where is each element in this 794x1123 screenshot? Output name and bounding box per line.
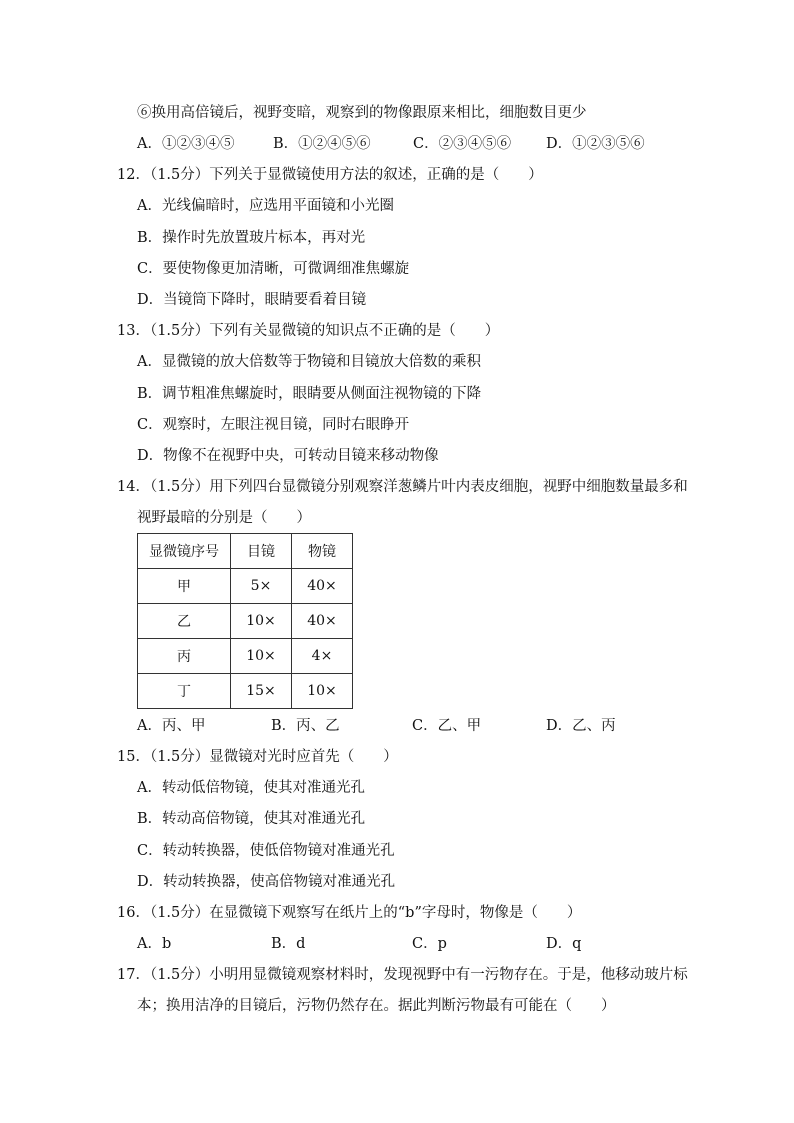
q17-stem-line1: 17．（1.5分）小明用显微镜观察材料时，发现视野中有一污物存在。于是，他移动玻片标 — [117, 967, 688, 983]
table-cell: 40× — [292, 604, 353, 639]
table-row — [138, 639, 353, 674]
q12-option-a: A．光线偏暗时，应选用平面镜和小光圈 — [137, 198, 394, 214]
q15-stem: 15．（1.5分）显微镜对光时应首先（ ） — [117, 749, 398, 765]
q14-option-a: A．丙、甲 — [137, 718, 206, 734]
q16-option-d: D．q — [546, 936, 582, 952]
table-row — [138, 604, 353, 639]
q13-stem: 13．（1.5分）下列有关显微镜的知识点不正确的是（ ） — [117, 323, 500, 339]
q12-option-c: C．要使物像更加清晰，可微调细准焦螺旋 — [137, 261, 410, 277]
q13-option-b: B．调节粗准焦螺旋时，眼睛要从侧面注视物镜的下降 — [137, 386, 482, 402]
q14-options — [137, 716, 737, 736]
table-cell: 15× — [231, 674, 292, 709]
table-row — [138, 674, 353, 709]
table-header-row — [138, 534, 353, 569]
q14-option-c: C．乙、甲 — [412, 718, 482, 734]
q11-option-c: C．②③④⑤⑥ — [413, 136, 512, 152]
q12-stem: 12．（1.5分）下列关于显微镜使用方法的叙述，正确的是（ ） — [117, 167, 543, 183]
q11-option-b: B．①②④⑤⑥ — [273, 136, 371, 152]
header-cell: 物镜 — [292, 534, 353, 569]
q15-option-c: C．转动转换器，使低倍物镜对准通光孔 — [137, 843, 395, 859]
q14-stem-line2: 视野最暗的分别是（ ） — [137, 510, 311, 526]
table-cell: 5× — [231, 569, 292, 604]
table-cell: 10× — [231, 604, 292, 639]
q15-option-d: D．转动转换器，使高倍物镜对准通光孔 — [137, 874, 396, 890]
table-cell: 丁 — [138, 674, 231, 709]
q12-option-d: D．当镜筒下降时，眼睛要看着目镜 — [137, 292, 367, 308]
q13-option-d: D．物像不在视野中央，可转动目镜来移动物像 — [137, 448, 439, 464]
q14-stem-line1: 14．（1.5分）用下列四台显微镜分别观察洋葱鳞片叶内表皮细胞，视野中细胞数量最多和 — [117, 479, 688, 495]
q13-option-a: A．显微镜的放大倍数等于物镜和目镜放大倍数的乘积 — [137, 354, 481, 370]
table-cell: 4× — [292, 639, 353, 674]
table-cell: 40× — [292, 569, 353, 604]
table-row — [138, 569, 353, 604]
table-cell: 丙 — [138, 639, 231, 674]
q11-options — [137, 134, 737, 154]
table-cell: 10× — [231, 639, 292, 674]
q15-option-b: B．转动高倍物镜，使其对准通光孔 — [137, 811, 366, 827]
microscope-table — [137, 533, 353, 709]
q11-option-d: D．①②③⑤⑥ — [546, 136, 645, 152]
header-cell: 目镜 — [231, 534, 292, 569]
q16-stem: 16．（1.5分）在显微镜下观察写在纸片上的“b”字母时，物像是（ ） — [117, 905, 582, 921]
q14-option-d: D．乙、丙 — [546, 718, 616, 734]
table-cell: 10× — [292, 674, 353, 709]
q16-option-c: C．p — [412, 936, 447, 952]
q12-option-b: B．操作时先放置玻片标本，再对光 — [137, 230, 366, 246]
header-cell: 显微镜序号 — [138, 534, 231, 569]
table-cell: 乙 — [138, 604, 231, 639]
q11-option-a: A．①②③④⑤ — [137, 136, 235, 152]
table-cell: 甲 — [138, 569, 231, 604]
q13-option-c: C．观察时，左眼注视目镜，同时右眼睁开 — [137, 417, 410, 433]
q14-option-b: B．丙、乙 — [271, 718, 340, 734]
q16-option-b: B．d — [271, 936, 306, 952]
q15-option-a: A．转动低倍物镜，使其对准通光孔 — [137, 780, 365, 796]
q16-option-a: A．b — [137, 936, 172, 952]
q16-options — [137, 934, 737, 954]
q11-item-6: ⑥换用高倍镜后，视野变暗，观察到的物像跟原来相比，细胞数目更少 — [137, 105, 587, 121]
q17-stem-line2: 本；换用洁净的目镜后，污物仍然存在。据此判断污物最有可能在（ ） — [137, 998, 616, 1014]
